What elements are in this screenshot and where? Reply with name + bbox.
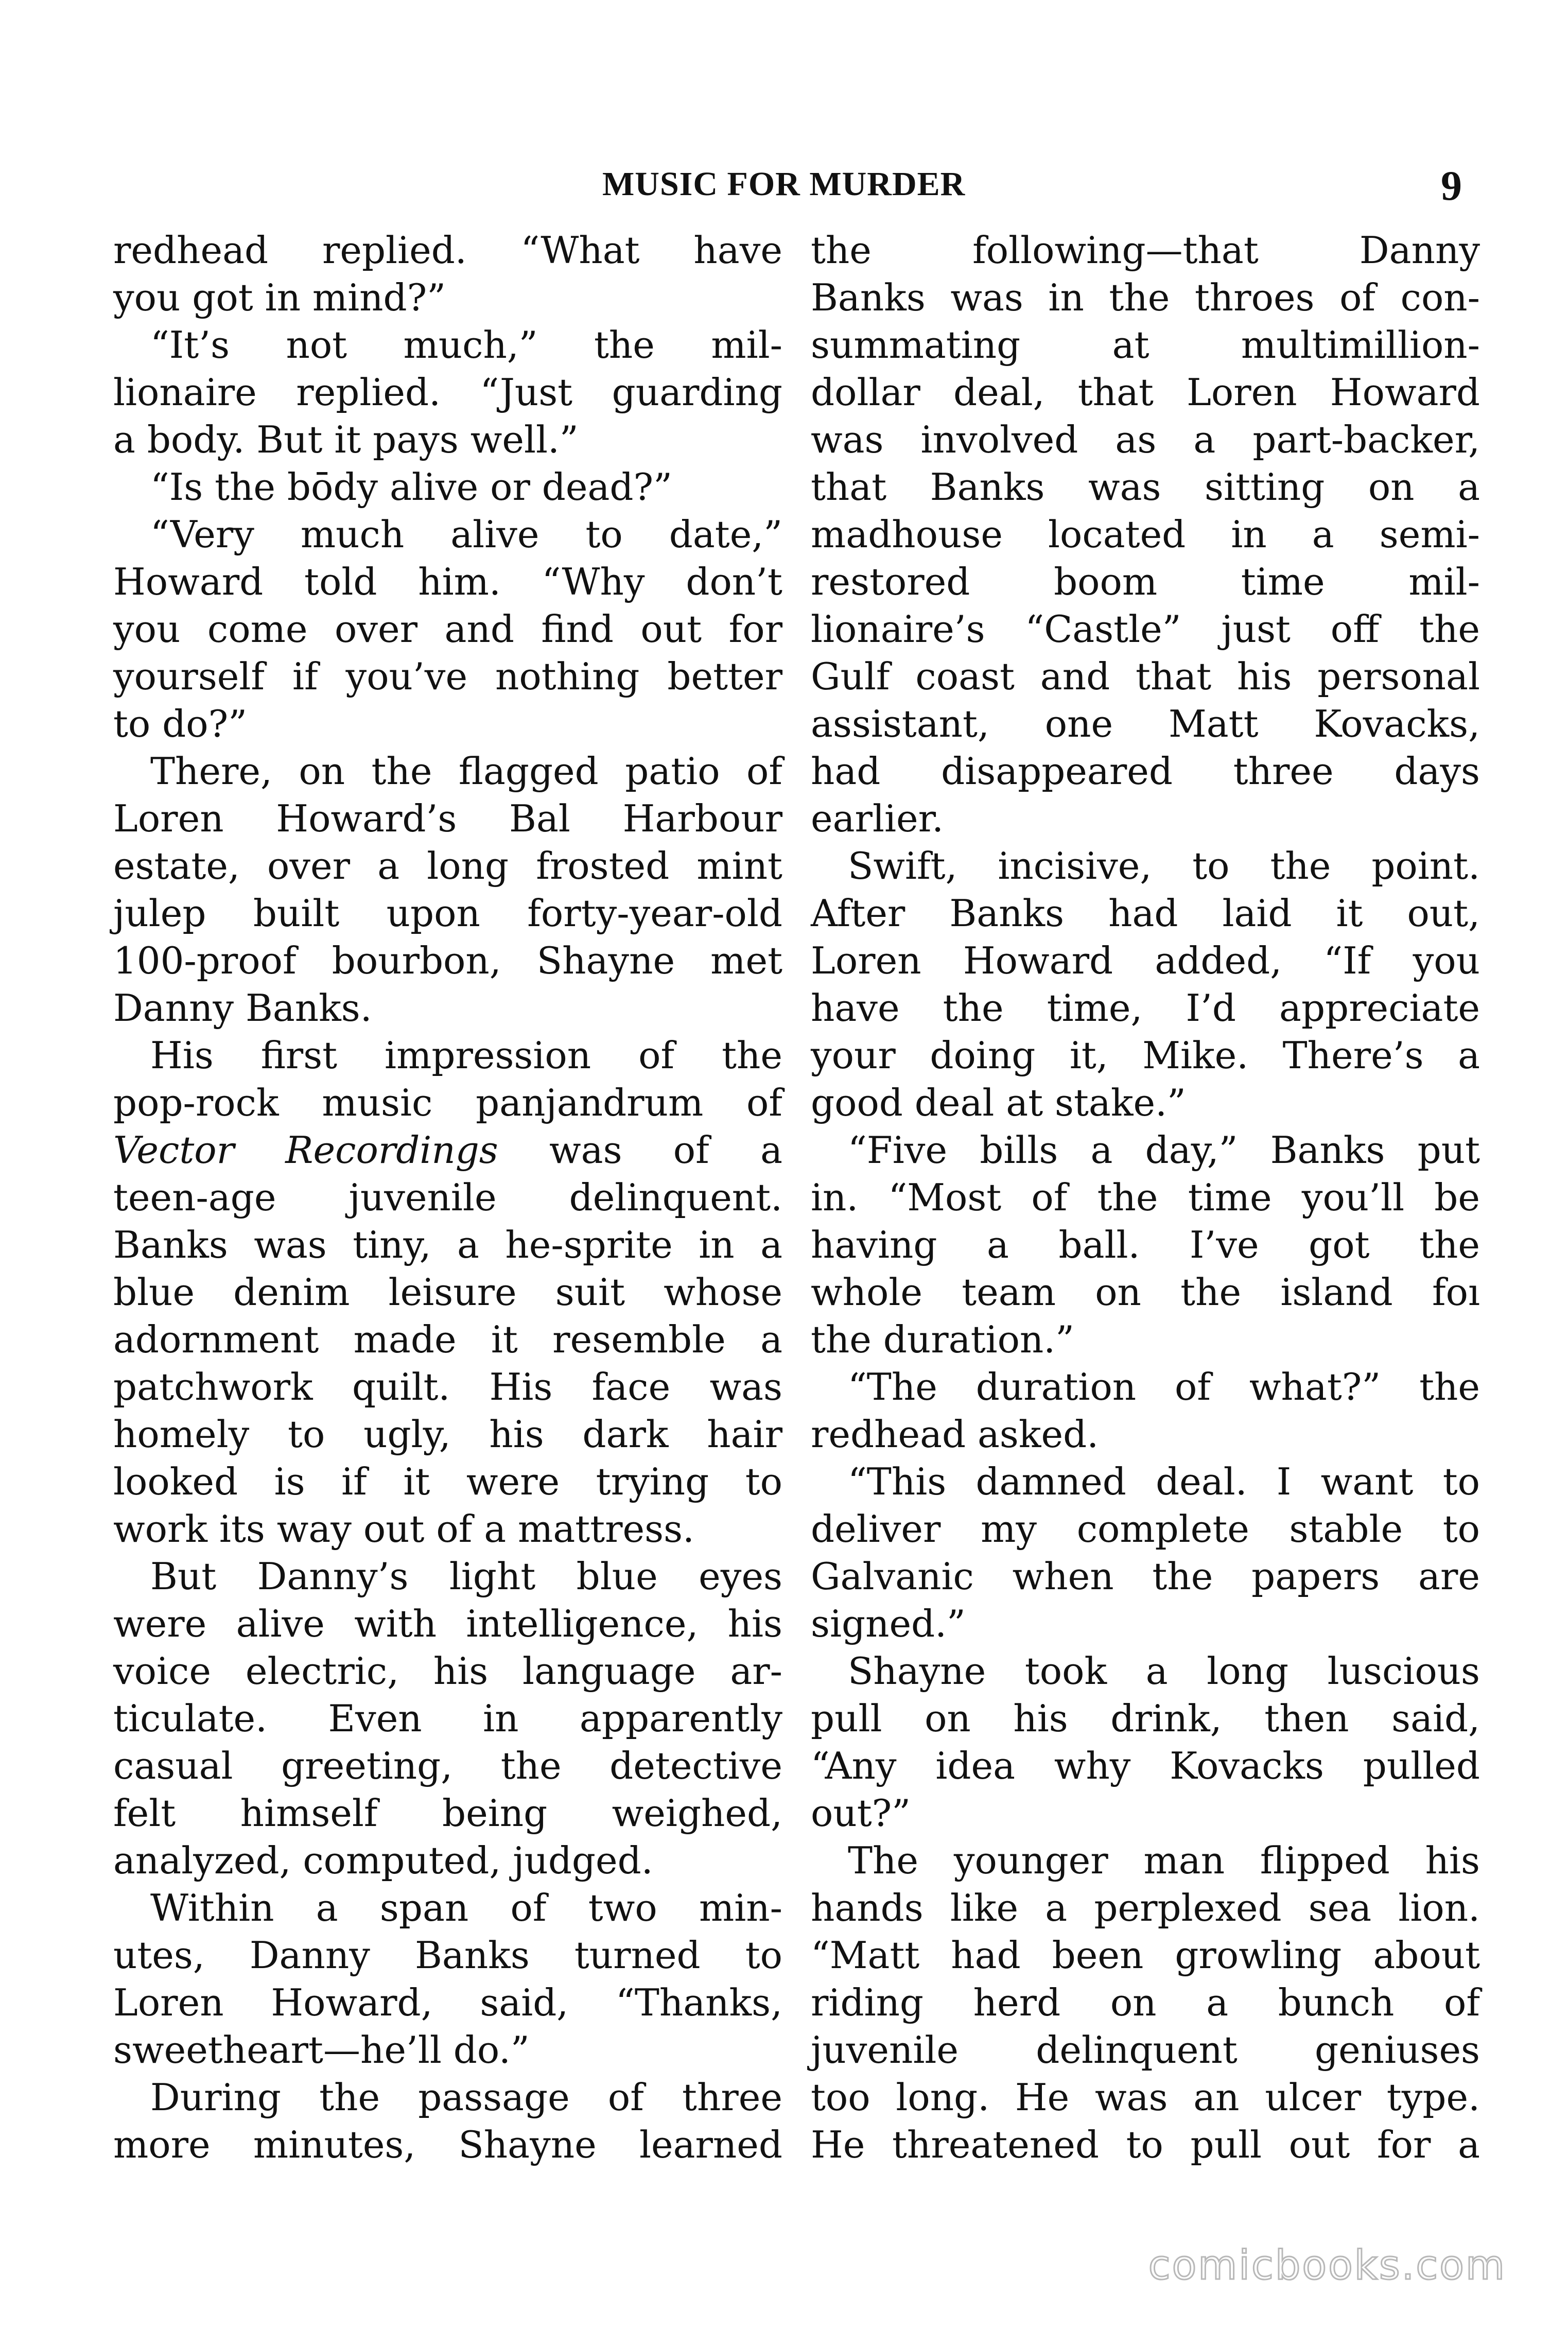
- line-text: was of a: [498, 1128, 782, 1172]
- text-line: yourself if you’ve nothing better: [113, 655, 782, 698]
- text-line: But Danny’s light blue eyes: [150, 1555, 782, 1598]
- text-line: had disappeared three days: [811, 750, 1480, 793]
- text-line: “It’s not much,” the mil-: [150, 323, 782, 367]
- text-line: sweetheart—he’ll do.”: [113, 2028, 530, 2072]
- text-line: “Matt had been growling about: [811, 1934, 1480, 1977]
- text-line: hands like a perplexed sea lion.: [811, 1886, 1480, 1929]
- text-line: Galvanic when the papers are: [811, 1555, 1480, 1598]
- right-text-column: [811, 227, 1480, 2168]
- text-line: have the time, I’d appreciate: [811, 986, 1480, 1030]
- italic-title: Vector Recordings: [113, 1128, 498, 1172]
- text-line: deliver my complete stable to: [811, 1507, 1480, 1551]
- text-line: His first impression of the: [150, 1034, 782, 1077]
- text-line: restored boom time mil-: [811, 560, 1480, 603]
- text-line: signed.”: [811, 1602, 966, 1645]
- text-line: “Any idea why Kovacks pulled: [811, 1744, 1480, 1787]
- page-header: [113, 162, 1462, 221]
- text-line: whole team on the island foı: [811, 1271, 1480, 1314]
- text-line: Shayne took a long luscious: [848, 1649, 1480, 1693]
- running-head: MUSIC FOR MURDER: [602, 165, 966, 203]
- text-line: was involved as a part-backer,: [811, 418, 1480, 461]
- text-line: homely to ugly, his dark hair: [113, 1413, 782, 1456]
- text-line: teen-age juvenile delinquent.: [113, 1176, 782, 1219]
- text-line: summating at multimillion-: [811, 323, 1480, 367]
- text-line: pull on his drink, then said,: [811, 1697, 1480, 1740]
- text-line: in. “Most of the time you’ll be: [811, 1176, 1480, 1219]
- text-line: to do?”: [113, 702, 248, 745]
- text-line: Banks was tiny, a he-sprite in a: [113, 1223, 782, 1266]
- text-line: felt himself being weighed,: [113, 1792, 782, 1835]
- text-line: more minutes, Shayne learned: [113, 2123, 782, 2166]
- text-line: Loren Howard, said, “Thanks,: [113, 1981, 782, 2024]
- text-line: work its way out of a mattress.: [113, 1507, 694, 1551]
- text-line: having a ball. I’ve got the: [811, 1223, 1480, 1266]
- text-line: you come over and find out for: [113, 607, 782, 651]
- text-line: Within a span of two min-: [150, 1886, 782, 1929]
- text-line: out?”: [811, 1792, 911, 1835]
- text-line: were alive with intelligence, his: [113, 1602, 782, 1645]
- text-line: “The duration of what?” the: [848, 1365, 1480, 1409]
- text-line: Loren Howard added, “If you: [811, 939, 1480, 982]
- text-line: redhead asked.: [811, 1413, 1099, 1456]
- text-line: Danny Banks.: [113, 986, 372, 1030]
- text-line: He threatened to pull out for a: [811, 2123, 1480, 2166]
- text-line: looked is if it were trying to: [113, 1460, 782, 1503]
- text-line: Swift, incisive, to the point.: [848, 844, 1480, 888]
- text-line: [113, 1126, 782, 1174]
- text-line: the following—that Danny: [811, 229, 1480, 272]
- text-line: The younger man flipped his: [848, 1839, 1480, 1882]
- text-line: utes, Danny Banks turned to: [113, 1934, 782, 1977]
- text-line: assistant, one Matt Kovacks,: [811, 702, 1480, 745]
- text-line: Gulf coast and that his personal: [811, 655, 1480, 698]
- text-line: pop-rock music panjandrum of: [113, 1081, 782, 1124]
- text-line: estate, over a long frosted mint: [113, 844, 782, 888]
- text-line: earlier.: [811, 797, 944, 840]
- text-line: Banks was in the throes of con-: [811, 276, 1480, 319]
- left-text-column: [113, 227, 782, 2168]
- text-line: good deal at stake.”: [811, 1081, 1186, 1124]
- text-line: dollar deal, that Loren Howard: [811, 371, 1480, 414]
- text-line: patchwork quilt. His face was: [113, 1365, 782, 1409]
- text-line: ticulate. Even in apparently: [113, 1697, 782, 1740]
- text-line: 100-proof bourbon, Shayne met: [113, 939, 782, 982]
- text-line: “Is the bōdy alive or dead?”: [150, 465, 672, 509]
- text-line: There, on the flagged patio of: [150, 750, 782, 793]
- text-line: too long. He was an ulcer type.: [811, 2076, 1480, 2119]
- text-line: your doing it, Mike. There’s a: [811, 1034, 1480, 1077]
- text-line: blue denim leisure suit whose: [113, 1271, 782, 1314]
- text-line: adornment made it resemble a: [113, 1318, 782, 1361]
- text-line: that Banks was sitting on a: [811, 465, 1480, 509]
- text-line: redhead replied. “What have: [113, 229, 782, 272]
- page-number: 9: [1441, 162, 1462, 209]
- text-line: madhouse located in a semi-: [811, 513, 1480, 556]
- text-line: voice electric, his language ar-: [113, 1649, 782, 1693]
- text-line: julep built upon forty-year-old: [113, 892, 782, 935]
- text-line: Loren Howard’s Bal Harbour: [113, 797, 782, 840]
- text-line: Howard told him. “Why don’t: [113, 560, 782, 603]
- text-line: lionaire’s “Castle” just off the: [811, 607, 1480, 651]
- text-line: riding herd on a bunch of: [811, 1981, 1480, 2024]
- text-line: the duration.”: [811, 1318, 1074, 1361]
- text-line: juvenile delinquent geniuses: [811, 2028, 1480, 2072]
- text-line: analyzed, computed, judged.: [113, 1839, 653, 1882]
- text-line: “Very much alive to date,”: [150, 513, 782, 556]
- text-line: you got in mind?”: [113, 276, 446, 319]
- text-line: lionaire replied. “Just guarding: [113, 371, 782, 414]
- watermark: comicbooks.com: [1148, 2242, 1506, 2289]
- text-line: “This damned deal. I want to: [848, 1460, 1480, 1503]
- text-line: After Banks had laid it out,: [811, 892, 1480, 935]
- text-line: “Five bills a day,” Banks put: [848, 1128, 1480, 1172]
- text-line: casual greeting, the detective: [113, 1744, 782, 1787]
- text-line: a body. But it pays well.”: [113, 418, 579, 461]
- text-line: During the passage of three: [150, 2076, 782, 2119]
